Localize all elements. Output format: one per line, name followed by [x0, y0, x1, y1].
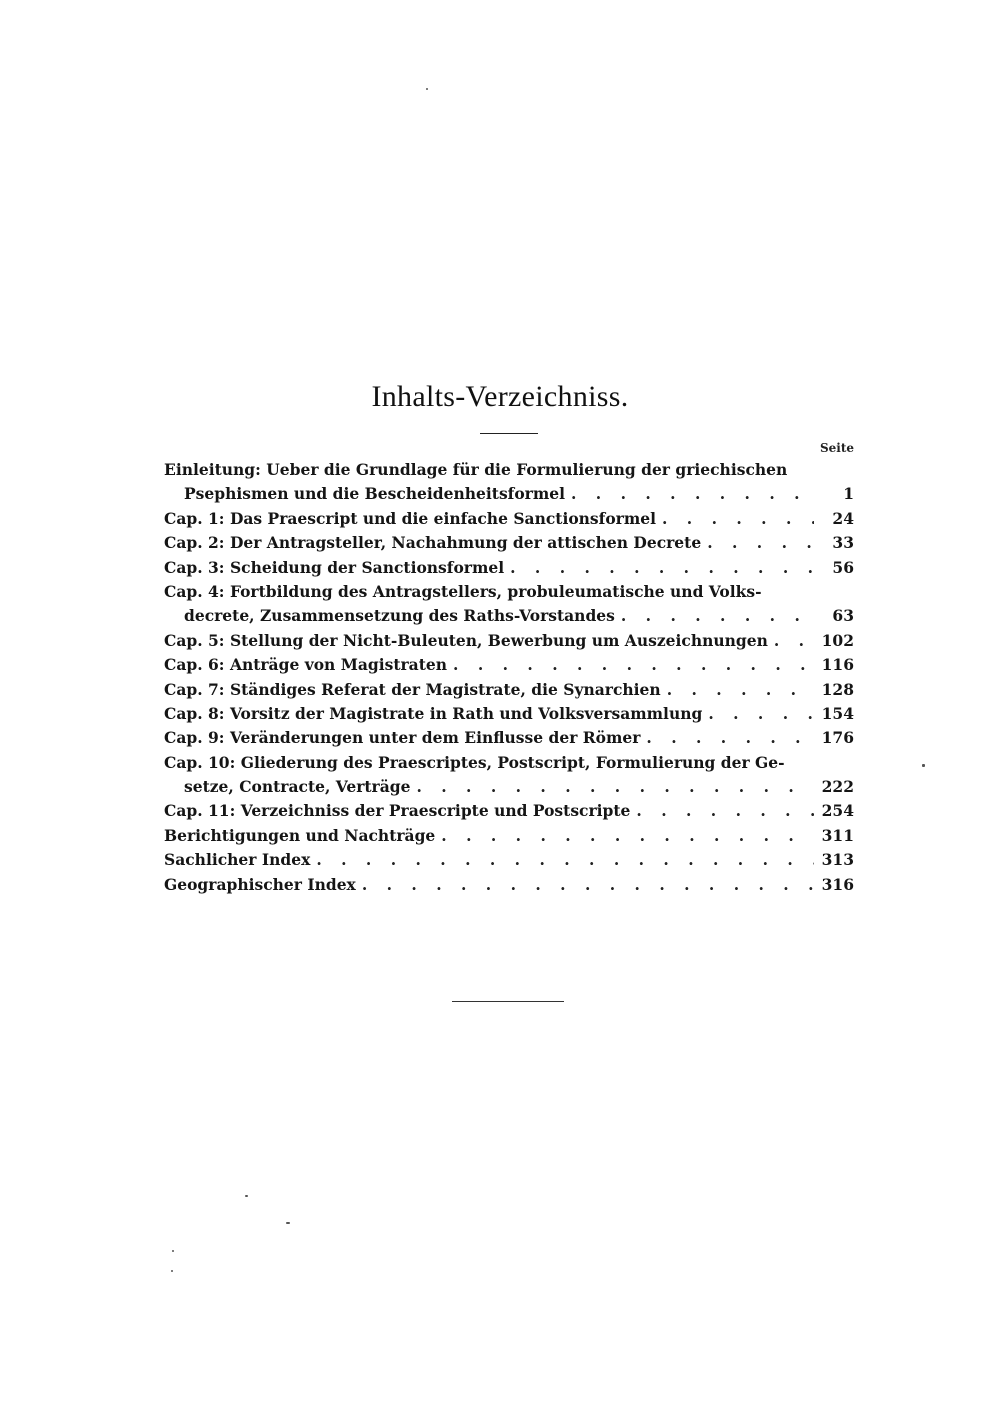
toc-entry-cap-10-cont [164, 775, 854, 799]
scan-speck [286, 1222, 290, 1224]
dot-leader [435, 824, 814, 848]
toc-entry-cap-11 [164, 799, 854, 823]
toc-entry-cap-3 [164, 556, 854, 580]
dot-leader [661, 678, 814, 702]
toc-text: Stellung der Nicht-Buleuten, Bewerbung um Auszeichnungen [229, 630, 768, 650]
toc-page-number: 56 [832, 557, 854, 577]
dot-leader [701, 531, 814, 555]
toc-page-number: 33 [832, 533, 854, 553]
closing-divider [452, 1001, 564, 1002]
toc-entry-cap-10 [164, 751, 854, 775]
toc-text: Gliederung des Praescriptes, Postscript, Formulierung der Ge- [240, 752, 785, 772]
toc-text: Veränderungen unter dem Einflusse der Römer [229, 728, 641, 748]
toc-label: Cap. 1: [164, 508, 225, 528]
toc-text: Fortbildung des Antragstellers, probuleumatische und Volks- [229, 581, 762, 601]
toc-text: decrete, Zusammensetzung des Raths-Vorstandes [184, 606, 615, 626]
dot-leader [504, 556, 814, 580]
toc-text: Berichtigungen und Nachträge [164, 825, 436, 845]
dot-leader [640, 726, 814, 750]
toc-page-number: 176 [821, 728, 854, 748]
toc-label: Cap. 8: [164, 703, 225, 723]
scan-speck [922, 764, 925, 767]
toc-text: Geographischer Index [164, 874, 356, 894]
toc-text: Ueber die Grundlage für die Formulierung der griechischen [266, 460, 788, 479]
toc-text: Psephismen und die Bescheidenheitsformel [184, 484, 565, 504]
toc-page-number: 313 [821, 850, 854, 870]
toc-page-number: 63 [832, 606, 854, 626]
toc-entry-sachlicher-index [164, 848, 854, 872]
scan-speck [172, 1250, 174, 1252]
toc-entry-cap-4-cont [164, 604, 854, 628]
toc-text: Der Antragsteller, Nachahmung der attischen Decrete [229, 533, 702, 553]
dot-leader [356, 873, 814, 897]
toc-entry-berichtigungen [164, 824, 854, 848]
toc-entry-cap-4 [164, 580, 854, 604]
toc-page-number: 154 [821, 703, 854, 723]
toc-label: Cap. 10: [164, 752, 236, 772]
toc-page-number: 128 [821, 679, 854, 699]
toc-page-number: 116 [821, 655, 854, 675]
toc-text: Das Praescript und die einfache Sanctionsformel [229, 508, 656, 528]
toc-text: Verzeichniss der Praescripte und Postscripte [240, 801, 631, 821]
toc-page-number: 1 [843, 484, 854, 504]
toc-label: Cap. 3: [164, 557, 225, 577]
table-of-contents [164, 458, 854, 897]
toc-page-number: 316 [821, 874, 854, 894]
toc-entry-geographischer-index [164, 873, 854, 897]
toc-label: Cap. 6: [164, 655, 225, 675]
dot-leader [410, 775, 814, 799]
toc-text: Sachlicher Index [164, 850, 311, 870]
toc-label: Einleitung: [164, 460, 261, 479]
dot-leader [310, 848, 814, 872]
scan-speck [171, 1270, 173, 1272]
toc-label: Cap. 4: [164, 581, 225, 601]
toc-page-number: 254 [821, 801, 854, 821]
toc-entry-cap-6 [164, 653, 854, 677]
scan-speck [426, 88, 428, 90]
dot-leader [656, 507, 814, 531]
dot-leader [702, 702, 814, 726]
toc-page-number: 24 [832, 508, 854, 528]
toc-entry-cap-8 [164, 702, 854, 726]
toc-page-number: 311 [821, 825, 854, 845]
toc-page-number: 222 [821, 777, 854, 797]
title-divider [480, 433, 538, 434]
toc-page-number: 102 [821, 630, 854, 650]
toc-text: Anträge von Magistraten [229, 655, 448, 675]
toc-entry-cap-7 [164, 678, 854, 702]
toc-text: Scheidung der Sanctionsformel [229, 557, 505, 577]
toc-entry-einleitung [164, 458, 854, 482]
toc-label: Cap. 7: [164, 679, 225, 699]
toc-entry-cap-5 [164, 629, 854, 653]
toc-entry-einleitung-cont [164, 482, 854, 506]
toc-text: setze, Contracte, Verträge [184, 777, 411, 797]
dot-leader [615, 604, 814, 628]
scan-speck [245, 1195, 248, 1197]
toc-label: Cap. 5: [164, 630, 225, 650]
toc-label: Cap. 11: [164, 801, 236, 821]
dot-leader [447, 653, 814, 677]
dot-leader [630, 799, 814, 823]
toc-text: Vorsitz der Magistrate in Rath und Volksversammlung [229, 703, 703, 723]
page-column-header: Seite [819, 441, 854, 455]
toc-label: Cap. 9: [164, 728, 225, 748]
toc-text: Ständiges Referat der Magistrate, die Synarchien [229, 679, 661, 699]
dot-leader [565, 482, 814, 506]
toc-entry-cap-2 [164, 531, 854, 555]
toc-entry-cap-1 [164, 507, 854, 531]
dot-leader [768, 629, 814, 653]
page-title: Inhalts-Verzeichniss. [371, 380, 629, 413]
toc-label: Cap. 2: [164, 533, 225, 553]
toc-entry-cap-9 [164, 726, 854, 750]
